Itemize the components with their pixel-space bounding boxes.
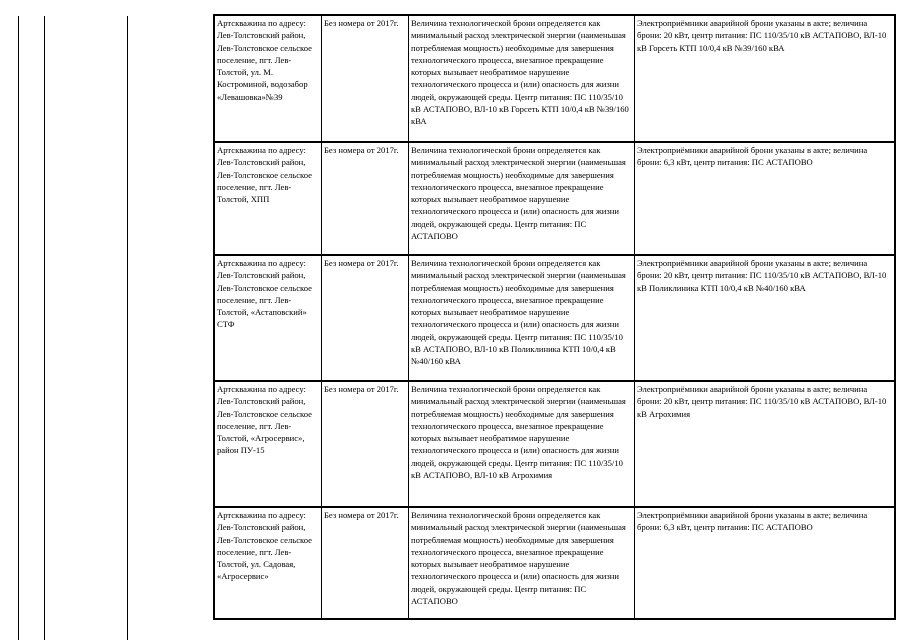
table-row <box>214 15 895 142</box>
reserve-description-cell: Величина технологической брони определяется как минимальный расход электрической энергии (наименьшая потребляемая мощность) необходимые для завершения технологического процесса, внезапное прекращение которых вызывает необратимое нарушение технологического процесса и (или) опасность для жизни людей, окружающей среды. Центр питания: ПС АСТАПОВО <box>409 507 635 619</box>
act-number-cell: Без номера от 2017г. <box>322 255 409 381</box>
act-number-cell: Без номера от 2017г. <box>322 507 409 619</box>
receivers-cell: Электроприёмники аварийной брони указаны в акте; величина брони: 20 кВт, центр питания: ПС 110/35/10 кВ АСТАПОВО, ВЛ-10 кВ Горсеть КТП 10/0,4 кВ №39/160 кВА <box>635 15 896 142</box>
object-address-cell: Артскважина по адресу: Лев-Толстовский район, Лев-Толстовское сельское поселение, пгт. Лев-Толстой, ул. Садовая, «Агросервис» <box>214 507 322 619</box>
reserve-description-cell: Величина технологической брони определяется как минимальный расход электрической энергии (наименьшая потребляемая мощность) необходимые для завершения технологического процесса, внезапное прекращение которых вызывает необратимое нарушение технологического процесса и (или) опасность для жизни людей, окружающей среды. Центр питания: ПС 110/35/10 кВ АСТАПОВО, ВЛ-10 кВ Горсеть КТП 10/0,4 кВ №39/160 кВА <box>409 15 635 142</box>
object-address-cell: Артскважина по адресу: Лев-Толстовский район, Лев-Толстовское сельское поселение, пгт. Лев-Толстой, ХПП <box>214 142 322 255</box>
receivers-cell: Электроприёмники аварийной брони указаны в акте; величина брони: 20 кВт, центр питания: ПС 110/35/10 кВ АСТАПОВО, ВЛ-10 кВ Поликлиника КТП 10/0,4 кВ №40/160 кВА <box>635 255 896 381</box>
object-address-cell: Артскважина по адресу: Лев-Толстовский район, Лев-Толстовское сельское поселение, пгт. Лев-Толстой, «Агросервис», район ПУ-15 <box>214 381 322 507</box>
object-address-cell: Артскважина по адресу: Лев-Толстовский район, Лев-Толстовское сельское поселение, пгт. Лев-Толстой, «Астаповский» СТФ <box>214 255 322 381</box>
table-row <box>214 507 895 619</box>
receivers-cell: Электроприёмники аварийной брони указаны в акте; величина брони: 6,3 кВт, центр питания: ПС АСТАПОВО <box>635 142 896 255</box>
receivers-cell: Электроприёмники аварийной брони указаны в акте; величина брони: 6,3 кВт, центр питания: ПС АСТАПОВО <box>635 507 896 619</box>
object-address-cell: Артскважина по адресу: Лев-Толстовский район, Лев-Толстовское сельское поселение, пгт. Лев-Толстой, ул. М. Костроминой, водозабор «Левашовка»№39 <box>214 15 322 142</box>
reserve-description-cell: Величина технологической брони определяется как минимальный расход электрической энергии (наименьшая потребляемая мощность) необходимые для завершения технологического процесса, внезапное прекращение которых вызывает необратимое нарушение технологического процесса и (или) опасность для жизни людей, окружающей среды. Центр питания: ПС АСТАПОВО <box>409 142 635 255</box>
emergency-reserve-table <box>213 14 896 620</box>
reserve-description-cell: Величина технологической брони определяется как минимальный расход электрической энергии (наименьшая потребляемая мощность) необходимые для завершения технологического процесса, внезапное прекращение которых вызывает необратимое нарушение технологического процесса и (или) опасность для жизни людей, окружающей среды. Центр питания: ПС 110/35/10 кВ АСТАПОВО, ВЛ-10 кВ Поликлиника КТП 10/0,4 кВ №40/160 кВА <box>409 255 635 381</box>
left-column-line-2 <box>44 16 45 640</box>
receivers-cell: Электроприёмники аварийной брони указаны в акте; величина брони: 20 кВт, центр питания: ПС 110/35/10 кВ АСТАПОВО, ВЛ-10 кВ Агрохимия <box>635 381 896 507</box>
act-number-cell: Без номера от 2017г. <box>322 142 409 255</box>
table-row <box>214 255 895 381</box>
left-column-line-3 <box>127 16 128 640</box>
act-number-cell: Без номера от 2017г. <box>322 381 409 507</box>
table-row <box>214 142 895 255</box>
table-row <box>214 381 895 507</box>
act-number-cell: Без номера от 2017г. <box>322 15 409 142</box>
left-column-line-1 <box>18 16 19 640</box>
reserve-description-cell: Величина технологической брони определяется как минимальный расход электрической энергии (наименьшая потребляемая мощность) необходимые для завершения технологического процесса, внезапное прекращение которых вызывает необратимое нарушение технологического процесса и (или) опасность для жизни людей, окружающей среды. Центр питания: ПС 110/35/10 кВ АСТАПОВО, ВЛ-10 кВ Агрохимия <box>409 381 635 507</box>
